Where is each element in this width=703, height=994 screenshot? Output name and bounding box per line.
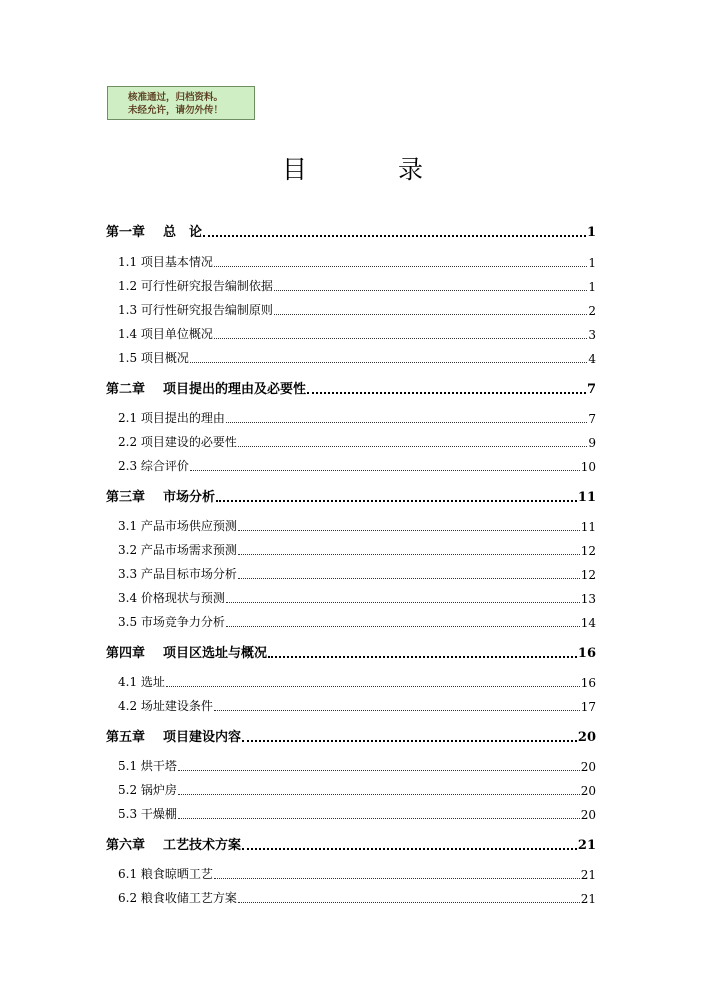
- toc-entry-label: 1.4 项目单位概况: [118, 327, 213, 341]
- dot-leader: [238, 518, 580, 531]
- dot-leader: [190, 458, 580, 471]
- toc-section-entry[interactable]: [106, 802, 596, 822]
- toc-entry-label: 2.1 项目提出的理由: [118, 411, 225, 425]
- dot-leader: [274, 302, 587, 315]
- dot-leader: [274, 278, 587, 291]
- chapter-title: 市场分析: [163, 490, 216, 505]
- dot-leader: [214, 326, 587, 339]
- toc-entry-label: 4.2 场址建设条件: [118, 699, 213, 713]
- toc-entry-label: 1.1 项目基本情况: [118, 255, 213, 269]
- toc-section-entry[interactable]: [106, 670, 596, 690]
- toc-section-entry[interactable]: [106, 778, 596, 798]
- toc-entry-label: 6.2 粮食收储工艺方案: [118, 891, 237, 905]
- dot-leader: [268, 644, 577, 658]
- chapter-number: 第五章: [106, 730, 146, 745]
- page-number: 12: [580, 568, 596, 582]
- page-title: [0, 150, 703, 184]
- page-number: 21: [580, 868, 596, 882]
- toc-entry-label: [106, 378, 306, 397]
- toc-chapter-entry[interactable]: [106, 220, 596, 240]
- toc-section-entry[interactable]: [106, 454, 596, 474]
- dot-leader: [214, 254, 587, 267]
- toc-section-entry[interactable]: [106, 514, 596, 534]
- toc-entry-label: [106, 642, 267, 661]
- stamp-line-1: 核准通过，归档资料。: [128, 92, 224, 103]
- dot-leader: [178, 782, 580, 795]
- chapter-title: 工艺技术方案: [163, 838, 242, 853]
- toc-entry-label: [106, 221, 202, 240]
- stamp-line-2: 未经允许，请勿外传！: [128, 105, 224, 116]
- toc-entry-label: 3.5 市场竞争力分析: [118, 615, 225, 629]
- toc-entry-label: 1.3 可行性研究报告编制原则: [118, 303, 273, 317]
- toc-section-entry[interactable]: [106, 250, 596, 270]
- page-number: 21: [580, 892, 596, 906]
- toc-section-entry[interactable]: [106, 298, 596, 318]
- page-number: 1: [586, 225, 596, 240]
- dot-leader: [203, 223, 586, 237]
- page-number: 13: [580, 592, 596, 606]
- dot-leader: [214, 866, 580, 879]
- page-number: 2: [588, 304, 596, 318]
- dot-leader: [238, 566, 580, 579]
- chapter-title: 项目提出的理由及必要性: [163, 382, 307, 397]
- chapter-number: 第三章: [106, 490, 146, 505]
- toc-entry-label: 3.1 产品市场供应预测: [118, 519, 237, 533]
- dot-leader: [226, 410, 587, 423]
- page-number: 9: [588, 436, 596, 450]
- toc-chapter-entry[interactable]: [106, 377, 596, 397]
- chapter-number: 第四章: [106, 646, 146, 661]
- page-number: 20: [580, 760, 596, 774]
- toc-entry-label: 3.4 价格现状与预测: [118, 591, 225, 605]
- page-number: 16: [580, 676, 596, 690]
- page-number: 16: [577, 646, 596, 661]
- toc-chapter-entry[interactable]: [106, 833, 596, 853]
- dot-leader: [242, 728, 577, 742]
- toc-entry-label: 3.3 产品目标市场分析: [118, 567, 237, 581]
- page-number: 20: [580, 784, 596, 798]
- dot-leader: [216, 488, 577, 502]
- page-number: 4: [588, 352, 596, 366]
- chapter-title: 项目区选址与概况: [163, 646, 268, 661]
- page-number: 20: [580, 808, 596, 822]
- page-number: 20: [577, 730, 596, 745]
- toc-entry-label: 4.1 选址: [118, 675, 165, 689]
- title-char-1: 目: [282, 155, 308, 184]
- title-char-2: 录: [398, 155, 424, 184]
- toc-entry-label: 2.3 综合评价: [118, 459, 189, 473]
- toc-entry-label: 5.2 锅炉房: [118, 783, 177, 797]
- toc-section-entry[interactable]: [106, 610, 596, 630]
- page-number: 3: [588, 328, 596, 342]
- toc-entry-label: 5.3 干燥棚: [118, 807, 177, 821]
- page-number: 14: [580, 616, 596, 630]
- page-number: 1: [588, 280, 596, 294]
- toc-section-entry[interactable]: [106, 274, 596, 294]
- toc-section-entry[interactable]: [106, 430, 596, 450]
- toc-section-entry[interactable]: [106, 754, 596, 774]
- toc-section-entry[interactable]: [106, 886, 596, 906]
- toc-section-entry[interactable]: [106, 586, 596, 606]
- dot-leader: [238, 434, 587, 447]
- page-number: 7: [588, 412, 596, 426]
- page-number: 7: [586, 382, 596, 397]
- toc-section-entry[interactable]: [106, 346, 596, 366]
- dot-leader: [238, 890, 580, 903]
- dot-leader: [190, 350, 587, 363]
- dot-leader: [307, 380, 586, 394]
- toc-section-entry[interactable]: [106, 406, 596, 426]
- chapter-number: 第二章: [106, 382, 146, 397]
- archive-stamp: [107, 86, 255, 120]
- chapter-number: 第一章: [106, 225, 146, 240]
- toc-chapter-entry[interactable]: [106, 725, 596, 745]
- toc-section-entry[interactable]: [106, 322, 596, 342]
- toc-section-entry[interactable]: [106, 694, 596, 714]
- page-number: 11: [577, 490, 596, 505]
- page-number: 21: [577, 838, 596, 853]
- toc-section-entry[interactable]: [106, 862, 596, 882]
- page-number: 17: [580, 700, 596, 714]
- dot-leader: [178, 758, 580, 771]
- toc-chapter-entry[interactable]: [106, 641, 596, 661]
- toc-section-entry[interactable]: [106, 562, 596, 582]
- toc-entry-label: 1.5 项目概况: [118, 351, 189, 365]
- toc-entry-label: 2.2 项目建设的必要性: [118, 435, 237, 449]
- page-number: 1: [588, 256, 596, 270]
- toc-entry-label: [106, 726, 241, 745]
- dot-leader: [178, 806, 580, 819]
- toc-chapter-entry[interactable]: [106, 485, 596, 505]
- toc-entry-label: 5.1 烘干塔: [118, 759, 177, 773]
- toc-entry-label: [106, 486, 215, 505]
- toc-entry-label: 6.1 粮食晾晒工艺: [118, 867, 213, 881]
- toc-section-entry[interactable]: [106, 538, 596, 558]
- chapter-title: 总 论: [163, 225, 203, 240]
- toc-entry-label: [106, 834, 241, 853]
- chapter-title: 项目建设内容: [163, 730, 242, 745]
- page-number: 11: [580, 520, 596, 534]
- dot-leader: [166, 674, 580, 687]
- toc-entry-label: 3.2 产品市场需求预测: [118, 543, 237, 557]
- toc-entry-label: 1.2 可行性研究报告编制依据: [118, 279, 273, 293]
- chapter-number: 第六章: [106, 838, 146, 853]
- page-number: 10: [580, 460, 596, 474]
- dot-leader: [226, 590, 580, 603]
- page-number: 12: [580, 544, 596, 558]
- dot-leader: [242, 836, 577, 850]
- dot-leader: [238, 542, 580, 555]
- dot-leader: [226, 614, 580, 627]
- dot-leader: [214, 698, 580, 711]
